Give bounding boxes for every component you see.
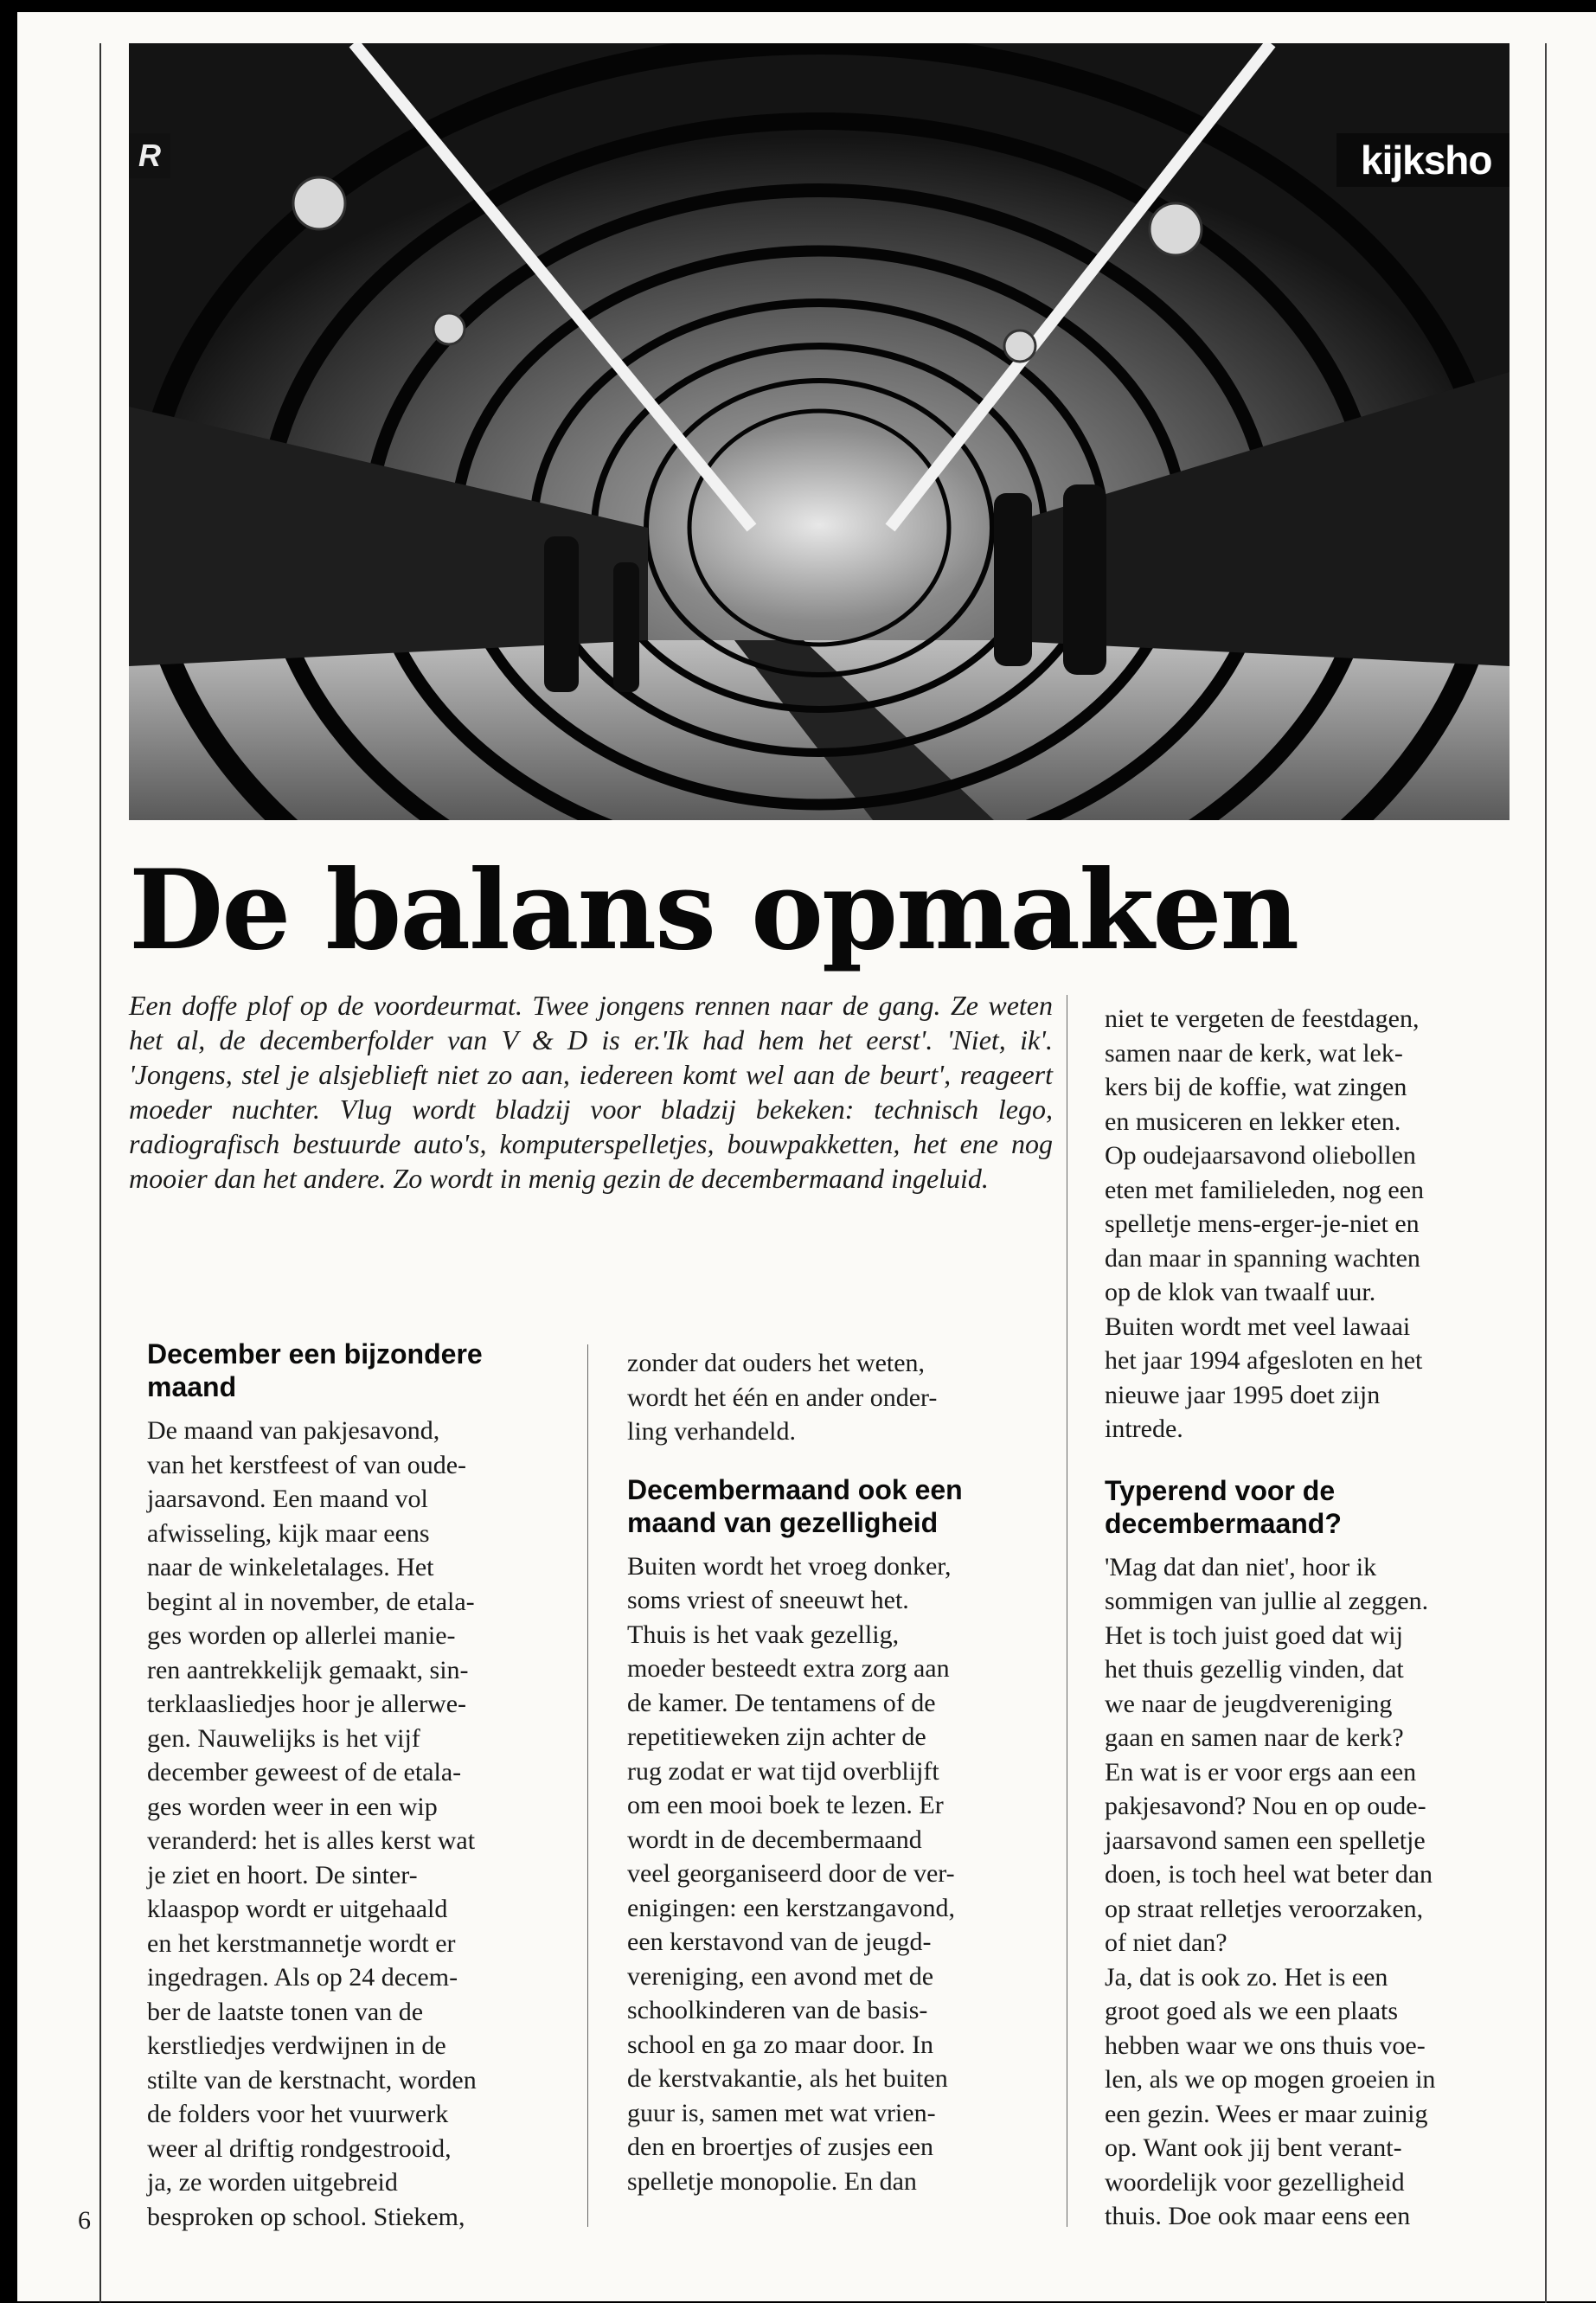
- article-intro: Een doffe plof op de voordeurmat. Twee jongens rennen naar de gang. Ze weten het al, de decemberfolder van V & D is er.'Ik had hem het eerst'. 'Niet, ik'. 'Jongens, stel je alsjeblieft niet zo aan, iedereen komt wel aan de beurt', reageert moeder nuchter. Vlug wordt bladzij voor bladzij bekeken: technisch lego, radiografisch bestuurde auto's, komputerspelletjes, bouwpakketten, het ene nog mooier dan het andere. Zo wordt in menig gezin de decembermaand ingeluid.: [129, 990, 1053, 1194]
- arcade-photo-illustration: [129, 43, 1509, 820]
- section-heading: Decembermaand ook een maand van gezelligheid: [627, 1473, 963, 1538]
- section-heading: Typerend voor de decembermaand?: [1105, 1474, 1342, 1539]
- column-1: [147, 1338, 571, 2234]
- column-2: [627, 1346, 1042, 2198]
- article-title: De balans opmaken: [129, 846, 1298, 974]
- body-text: zonder dat ouders het weten, wordt het één en ander onder- ling verhandeld.: [627, 1349, 938, 1446]
- column-divider: [587, 1344, 588, 2227]
- right-margin-rule: [1545, 43, 1547, 2303]
- arcade-photo: [129, 43, 1509, 820]
- store-sign: R: [129, 133, 170, 178]
- magazine-page: [17, 12, 1596, 2301]
- column-3: [1105, 1002, 1518, 2234]
- body-text: niet te vergeten de feestdagen, samen naar de kerk, wat lek- kers bij de koffie, wat zingen en musiceren en lekker eten. Op oudejaarsavond oliebollen eten met familieleden, nog een spelletje mens-erger-je-niet en dan maar in spanning wachten op de klok van twaalf uur. Buiten wordt met veel lawaai het jaar 1994 afgesloten en het nieuwe jaar 1995 doet zijn intrede.: [1105, 1004, 1425, 1443]
- section-heading: December een bijzondere maand: [147, 1338, 483, 1402]
- body-text: Buiten wordt het vroeg donker, soms vriest of sneeuwt het. Thuis is het vaak gezellig, moeder besteedt extra zorg aan de kamer. De tentamens of de repetitieweken zijn achter de rug zodat er wat tijd overblijft om een mooi boek te lezen. Er wordt in de decembermaand veel georganiseerd door de ver- enigingen: een kerstzangavond, een kerstavond van de jeugd- vereniging, een avond met de schoolkinderen van de basis- school en ga zo maar door. In de kerstvakantie, als het buiten guur is, samen met wat vrien- den en broertjes of zusjes een spelletje monopolie. En dan: [627, 1551, 956, 2196]
- body-text: De maand van pakjesavond, van het kerstfeest of van oude- jaarsavond. Een maand vol afwisseling, kijk maar eens naar de winkeletalages. Het begint al in november, de etala- ges worden op allerlei manie- ren aantrekkelijk gemaakt, sin- terklaasliedjes hoor je allerwe- gen. Nauwelijks is het vijf december geweest of de etala- ges worden weer in een wip veranderd: het is alles kerst wat je ziet en hoort. De sinter- klaaspop wordt er uitgehaald en het kerstmannetje wordt er ingedragen. Als op 24 decem- ber de laatste tonen van de kerstliedjes verdwijnen in de stilte van de kerstnacht, worden de folders voor het vuurwerk weer al driftig rondgestrooid, ja, ze worden uitgebreid besproken op school. Stiekem,: [147, 1416, 477, 2231]
- left-margin-rule: [99, 43, 101, 2303]
- body-text: 'Mag dat dan niet', hoor ik sommigen van jullie al zeggen. Het is toch juist goed dat wij het thuis gezellig vinden, dat we naar de jeugdvereniging gaan en samen naar de kerk? En wat is er voor ergs aan een pakjesavond? Nou en op oude- jaarsavond samen een spelletje doen, is toch heel wat beter dan op straat relletjes veroorzaken, of niet dan? Ja, dat is ook zo. Het is een groot goed als we een plaats hebben waar we ons thuis voe- len, als we op mogen groeien in een gezin. Wees er maar zuinig op. Want ook jij bent verant- woordelijk voor gezelligheid thuis. Doe ook maar eens een: [1105, 1552, 1436, 2230]
- kijkshop-sign: kijksho: [1336, 133, 1509, 187]
- page-number: 6: [78, 2206, 91, 2235]
